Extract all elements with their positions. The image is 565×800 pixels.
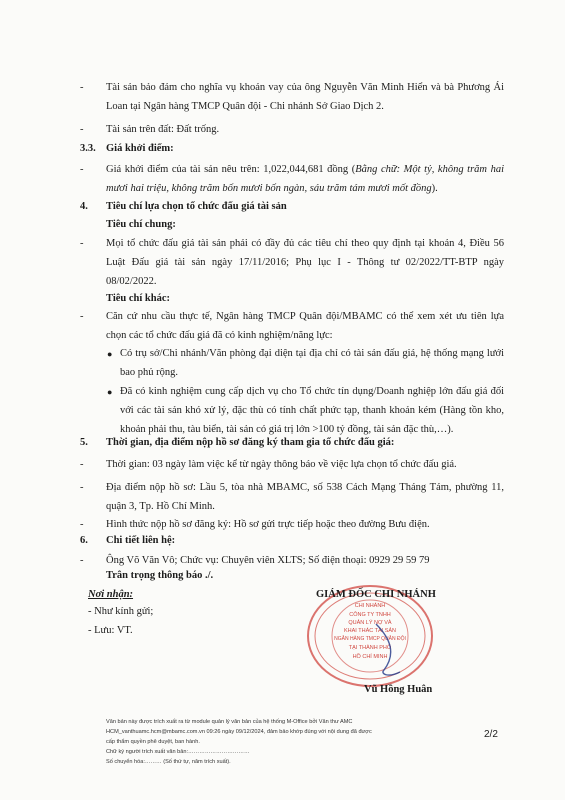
signature-title: GIÁM ĐỐC CHI NHÁNH (316, 589, 436, 600)
contact-person: Ông Võ Văn Vô; Chức vụ: Chuyên viên XLTS; Số điện thoại: 0929 29 59 79 (106, 555, 430, 566)
stamp-line: CHI NHÁNH (354, 603, 386, 609)
bullet-icon: ● (107, 349, 113, 359)
section-number: 6. (80, 535, 88, 546)
signer-name: Vũ Hồng Huân (364, 684, 433, 695)
criteria-bullet: Có trụ sở/Chi nhánh/Văn phòng đại diện tại địa chỉ có tài sản đấu giá, hệ thống mạng lưới bao phủ rộng. (120, 348, 504, 378)
other-criteria-title: Tiêu chí khác: (106, 293, 170, 304)
list-dash: - (80, 82, 84, 93)
section-number: 4. (80, 201, 88, 212)
stamp-line: QUẢN LÝ NỢ VÀ (348, 620, 392, 626)
criteria-bullet: Đã có kinh nghiệm cung cấp dịch vụ cho Tổ chức tín dụng/Doanh nghiệp lớn đấu giá đối với các tài sản khó xử lý, đặc thù có tính chất phức tạp, thanh khoản kém (Hàng tồn kho, khoản phải thu, tàu biển, tài sản có giá trị lớn >100 tỷ đồng, tài sản đặc thù,…). (120, 386, 504, 435)
stamp-line: KHAI THÁC TÀI SẢN (343, 628, 397, 634)
general-criteria-text: Mọi tổ chức đấu giá tài sản phải có đầy đủ các tiêu chí theo quy định tại khoản 4, Điều 56 Luật Đấu giá tài sản ngày 17/11/2016; Phụ lục I - Thông tư 02/2022/TT-BTP ngày 08/02/2022. (106, 238, 504, 287)
bullet-icon: ● (107, 387, 113, 397)
footer-line: cấp thẩm quyền phê duyệt, ban hành. (106, 739, 200, 745)
land-asset: Tài sản trên đất: Đất trống. (106, 124, 220, 135)
stamp-line: TẠI THÀNH PHỐ (348, 645, 392, 651)
recipients-title: Nơi nhận: (88, 589, 134, 600)
price-text: Giá khởi điểm của tài sản nêu trên: 1,022,044,681 đồng ( (106, 164, 356, 175)
price-suffix: ). (431, 183, 438, 194)
other-criteria-text: Căn cứ nhu cầu thực tế, Ngân hàng TMCP Quân đội/MBAMC có thể xem xét ưu tiên lựa chọn các tổ chức đấu giá đã có kinh nghiệm/năng lực: (106, 311, 504, 341)
section-title: Tiêu chí lựa chọn tổ chức đấu giá tài sản (106, 201, 287, 212)
recipient-item: - Lưu: VT. (88, 625, 133, 636)
general-criteria-title: Tiêu chí chung: (106, 219, 176, 230)
submission-time: Thời gian: 03 ngày làm việc kể từ ngày thông báo về việc lựa chọn tổ chức đấu giá. (106, 459, 457, 470)
stamp-line: HỒ CHÍ MINH (352, 654, 388, 660)
price-in-words: Bằng chữ: Một tỷ, không trăm hai mươi hai triệu, không trăm bốn mươi bốn ngàn, sáu trăm tám mươi mốt đồng (106, 164, 504, 194)
section-number: 3.3. (80, 143, 96, 154)
list-dash: - (80, 311, 84, 322)
closing-text: Trân trọng thông báo ./. (106, 570, 214, 581)
footer-line: Số chuyển hóa:……… (Số thứ tự, năm trích xuất). (106, 759, 231, 765)
footer-line: Văn bản này được trích xuất ra từ module quản lý văn bản của hệ thống M-Office bởi Văn thư AMC (106, 719, 353, 725)
stamp-line: CÔNG TY TNHH (349, 612, 391, 618)
list-dash: - (80, 459, 84, 470)
submission-method: Hình thức nộp hồ sơ đăng ký: Hồ sơ gửi trực tiếp hoặc theo đường Bưu điện. (106, 519, 430, 530)
page-number: 2/2 (484, 729, 498, 740)
list-dash: - (80, 124, 84, 135)
recipient-item: - Như kính gửi; (88, 606, 154, 617)
extraction-footer (106, 717, 466, 767)
list-dash: - (80, 555, 84, 566)
asset-description: Tài sản bảo đảm cho nghĩa vụ khoản vay của ông Nguyễn Văn Minh Hiển và bà Phương Ái Loan tại Ngân hàng TMCP Quân đội - Chi nhánh Sở Giao Dịch 2. (106, 82, 504, 112)
footer-line: HCM_vanthuamc.hcm@mbamc.com.vn 09:26 ngày 09/12/2024, đảm bảo khớp đúng với nội dung đã được (106, 729, 372, 735)
list-dash: - (80, 482, 84, 493)
section-title: Thời gian, địa điểm nộp hồ sơ đăng ký tham gia tổ chức đấu giá: (106, 437, 395, 448)
section-number: 5. (80, 437, 88, 448)
section-title: Giá khởi điểm: (106, 143, 174, 154)
submission-address: Địa điểm nộp hồ sơ: Lầu 5, tòa nhà MBAMC, số 538 Cách Mạng Tháng Tám, phường 11, quận 3, Tp. Hồ Chí Minh. (106, 482, 504, 512)
list-dash: - (80, 519, 84, 530)
section-title: Chi tiết liên hệ: (106, 535, 176, 546)
starting-price (106, 160, 504, 198)
footer-line: Chữ ký người trích xuất văn bản:…………………………… (106, 749, 250, 755)
list-dash: - (80, 238, 84, 249)
stamp-line: NGÂN HÀNG TMCP QUÂN ĐỘI (334, 636, 406, 642)
list-dash: - (80, 164, 84, 175)
